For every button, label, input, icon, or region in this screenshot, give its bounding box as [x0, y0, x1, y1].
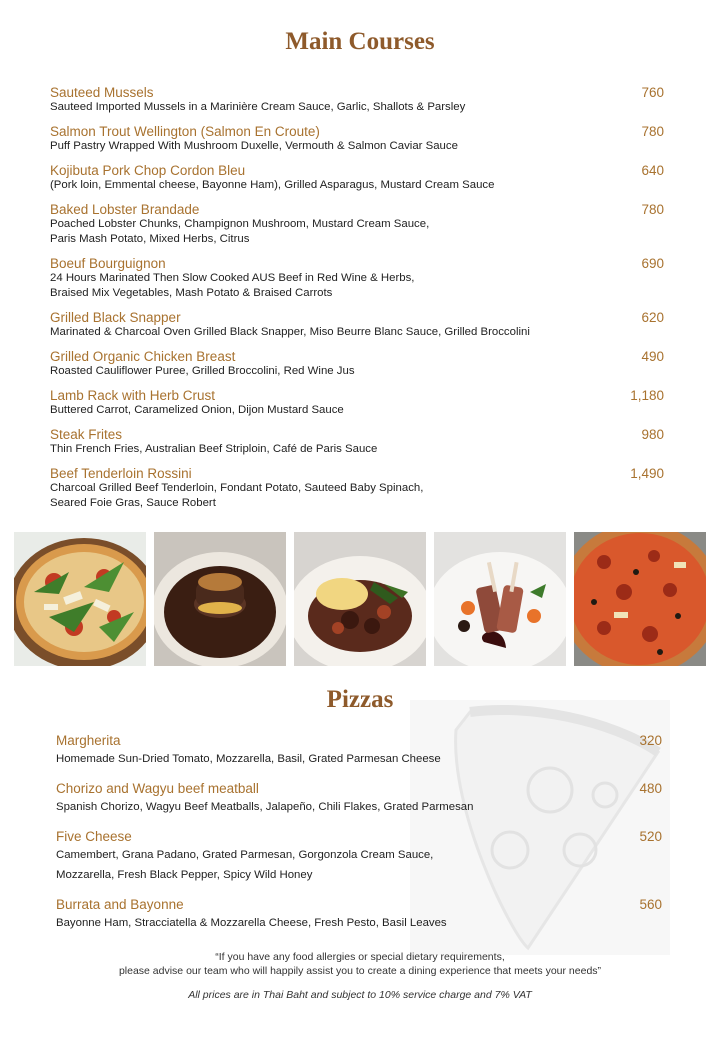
item-price: 1,490 — [630, 466, 664, 481]
pizzas-title: Pizzas — [326, 686, 394, 713]
item-name: Grilled Organic Chicken Breast — [50, 349, 236, 364]
item-name: Salmon Trout Wellington (Salmon En Croute) — [50, 124, 320, 139]
main-course-item — [50, 388, 664, 418]
allergy-note-line: “If you have any food allergies or special dietary requirements, — [215, 951, 505, 963]
item-price: 780 — [641, 124, 664, 139]
item-name: Five Cheese — [56, 829, 132, 844]
item-name: Kojibuta Pork Chop Cordon Bleu — [50, 163, 246, 178]
item-price: 490 — [641, 349, 664, 364]
item-header — [56, 897, 662, 912]
allergy-note-line: please advise our team who will happily assist you to create a dining experience that meets your needs” — [118, 965, 602, 977]
item-description: Spanish Chorizo, Wagyu Beef Meatballs, Jalapeño, Chili Flakes, Grated Parmesan — [56, 801, 474, 813]
item-name: Burrata and Bayonne — [56, 897, 184, 912]
item-name: Beef Tenderloin Rossini — [50, 466, 192, 481]
item-price: 690 — [641, 256, 664, 271]
item-name: Boeuf Bourguignon — [50, 256, 166, 271]
lamb-rack-photo — [434, 532, 566, 666]
item-header — [50, 256, 664, 271]
item-header — [50, 388, 664, 403]
pizza-item — [56, 733, 662, 768]
item-price: 980 — [641, 427, 664, 442]
item-name: Margherita — [56, 733, 121, 748]
main-courses-title: Main Courses — [285, 28, 435, 55]
item-header — [56, 733, 662, 748]
item-description: Marinated & Charcoal Oven Grilled Black Snapper, Miso Beurre Blanc Sauce, Grilled Broccolini — [50, 326, 530, 338]
item-description: Roasted Cauliflower Puree, Grilled Broccolini, Red Wine Jus — [50, 365, 355, 377]
item-header — [56, 781, 662, 796]
item-name: Steak Frites — [50, 427, 123, 442]
item-header — [50, 163, 664, 178]
item-name: Chorizo and Wagyu beef meatball — [56, 781, 259, 796]
item-header — [50, 124, 664, 139]
main-courses-list — [50, 85, 664, 520]
item-price: 620 — [641, 310, 664, 325]
item-description: Buttered Carrot, Caramelized Onion, Dijon Mustard Sauce — [50, 404, 344, 416]
item-header — [50, 427, 664, 442]
pizza-chorizo-photo — [574, 532, 706, 666]
item-header — [50, 466, 664, 481]
main-course-item — [50, 466, 664, 511]
item-header — [50, 349, 664, 364]
item-description: Seared Foie Gras, Sauce Robert — [50, 497, 216, 509]
item-header — [50, 85, 664, 100]
item-name: Sauteed Mussels — [50, 85, 154, 100]
item-description: Homemade Sun-Dried Tomato, Mozzarella, Basil, Grated Parmesan Cheese — [56, 753, 441, 765]
main-course-item — [50, 163, 664, 193]
item-price: 320 — [639, 733, 662, 748]
item-name: Lamb Rack with Herb Crust — [50, 388, 216, 403]
item-description: Charcoal Grilled Beef Tenderloin, Fondant Potato, Sauteed Baby Spinach, — [50, 482, 424, 494]
photo-strip — [14, 532, 706, 666]
item-price: 560 — [639, 897, 662, 912]
main-course-item — [50, 427, 664, 457]
pizza-item — [56, 781, 662, 816]
item-description: Sauteed Imported Mussels in a Marinière Cream Sauce, Garlic, Shallots & Parsley — [50, 101, 466, 113]
item-description: Braised Mix Vegetables, Mash Potato & Braised Carrots — [50, 287, 333, 299]
item-description: Puff Pastry Wrapped With Mushroom Duxelle, Vermouth & Salmon Caviar Sauce — [50, 140, 458, 152]
pizzas-list — [56, 733, 662, 945]
price-note: All prices are in Thai Baht and subject to 10% service charge and 7% VAT — [188, 989, 532, 1001]
item-price: 520 — [639, 829, 662, 844]
main-course-item — [50, 310, 664, 340]
item-description: Thin French Fries, Australian Beef Striploin, Café de Paris Sauce — [50, 443, 378, 455]
item-description: Poached Lobster Chunks, Champignon Mushroom, Mustard Cream Sauce, — [50, 218, 430, 230]
item-description: Bayonne Ham, Stracciatella & Mozzarella Cheese, Fresh Pesto, Basil Leaves — [56, 917, 447, 929]
allergy-note — [0, 950, 720, 978]
item-description: Paris Mash Potato, Mixed Herbs, Citrus — [50, 233, 250, 245]
main-course-item — [50, 85, 664, 115]
pizza-item — [56, 829, 662, 884]
main-course-item — [50, 256, 664, 301]
item-description: 24 Hours Marinated Then Slow Cooked AUS Beef in Red Wine & Herbs, — [50, 272, 415, 284]
item-header — [50, 310, 664, 325]
item-name: Grilled Black Snapper — [50, 310, 181, 325]
main-course-item — [50, 202, 664, 247]
item-header — [56, 829, 662, 844]
item-price: 640 — [641, 163, 664, 178]
main-course-item — [50, 124, 664, 154]
item-description: Camembert, Grana Padano, Grated Parmesan, Gorgonzola Cream Sauce, — [56, 849, 434, 861]
boeuf-bourguignon-photo — [294, 532, 426, 666]
item-description: Mozzarella, Fresh Black Pepper, Spicy Wild Honey — [56, 869, 313, 881]
main-course-item — [50, 349, 664, 379]
pizza-arugula-photo — [14, 532, 146, 666]
item-description: (Pork loin, Emmental cheese, Bayonne Ham), Grilled Asparagus, Mustard Cream Sauce — [50, 179, 495, 191]
item-price: 760 — [641, 85, 664, 100]
item-price: 780 — [641, 202, 664, 217]
pizza-item — [56, 897, 662, 932]
item-price: 480 — [639, 781, 662, 796]
item-name: Baked Lobster Brandade — [50, 202, 200, 217]
item-header — [50, 202, 664, 217]
item-price: 1,180 — [630, 388, 664, 403]
beef-rossini-photo — [154, 532, 286, 666]
